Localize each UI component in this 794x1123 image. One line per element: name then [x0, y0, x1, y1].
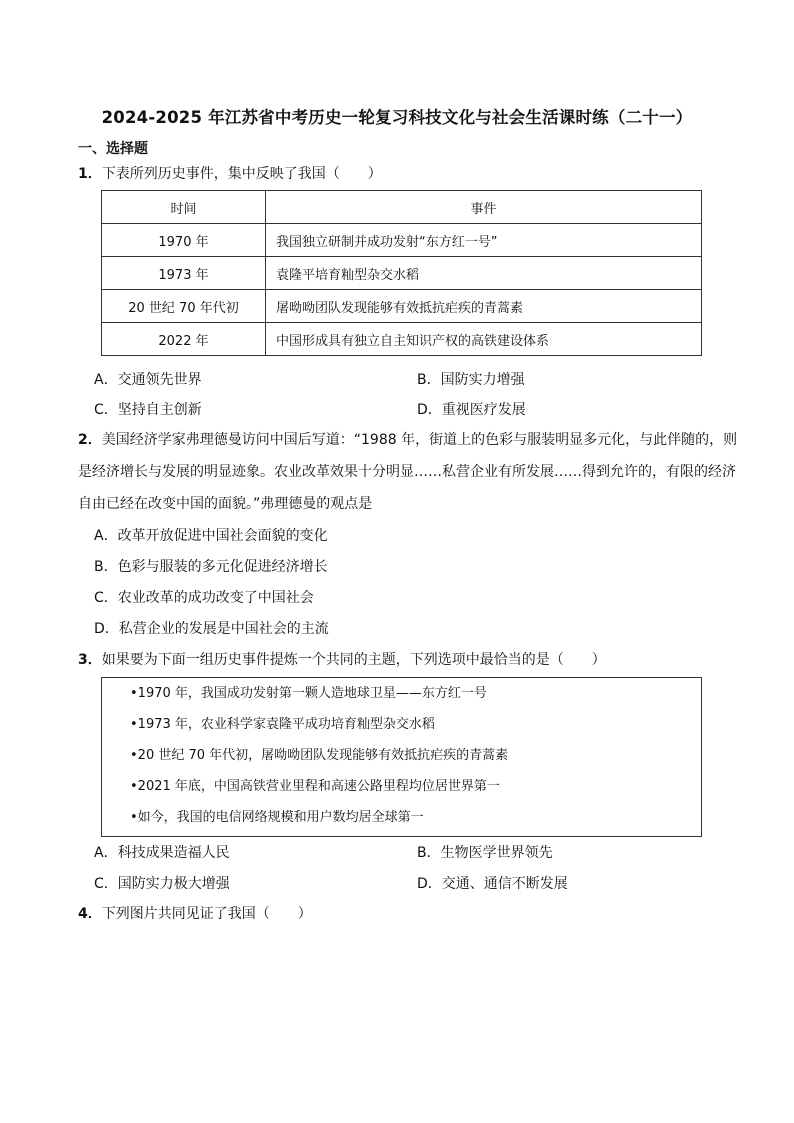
question-text: 下列图片共同见证了我国（ ） [101, 906, 312, 922]
option-b[interactable]: B．色彩与服装的多元化促进经济增长 [94, 559, 328, 575]
question-1-stem [78, 163, 382, 185]
table-row [102, 224, 702, 257]
table-cell-time: 20 世纪 70 年代初 [102, 290, 266, 323]
question-text: 美国经济学家弗理德曼访问中国后写道：“1988 年，街道上的色彩与服装明显多元化，与此伴随的，则是经济增长与发展的明显迹象。农业改革效果十分明显……私营企业有所发展……得到允许的，有限的经济自由已经在改变中国的面貌。”弗理德曼的观点是 [78, 432, 738, 512]
list-item: •2021 年底，中国高铁营业里程和高速公路里程均位居世界第一 [130, 779, 500, 794]
question-number: 3． [78, 652, 102, 668]
table-cell-time: 1970 年 [102, 224, 266, 257]
table-cell-event: 袁隆平培育籼型杂交水稻 [266, 257, 702, 290]
question-number: 2． [78, 432, 102, 448]
option-b[interactable]: B．国防实力增强 [417, 372, 525, 388]
list-item: •1970 年，我国成功发射第一颗人造地球卫星——东方红一号 [130, 686, 487, 701]
list-item: •如今，我国的电信网络规模和用户数均居全球第一 [130, 810, 424, 825]
section-heading: 一、选择题 [78, 141, 148, 157]
question-4-stem [78, 903, 312, 925]
list-item: •1973 年，农业科学家袁隆平成功培育籼型杂交水稻 [130, 717, 435, 732]
events-box [101, 677, 702, 837]
question-text: 下表所列历史事件，集中反映了我国（ ） [101, 166, 382, 182]
table-row [102, 257, 702, 290]
list-item: •20 世纪 70 年代初，屠呦呦团队发现能够有效抵抗疟疾的青蒿素 [130, 748, 509, 763]
table-header-row [102, 191, 702, 224]
option-a[interactable]: A．科技成果造福人民 [94, 845, 230, 861]
option-d[interactable]: D．私营企业的发展是中国社会的主流 [94, 621, 329, 637]
table-cell-event: 屠呦呦团队发现能够有效抵抗疟疾的青蒿素 [266, 290, 702, 323]
events-table [101, 190, 702, 356]
table-header-time: 时间 [102, 191, 266, 224]
option-d[interactable]: D．交通、通信不断发展 [417, 876, 568, 892]
question-text: 如果要为下面一组历史事件提炼一个共同的主题，下列选项中最恰当的是（ ） [101, 652, 606, 668]
table-cell-time: 1973 年 [102, 257, 266, 290]
page-title: 2024-2025 年江苏省中考历史一轮复习科技文化与社会生活课时练（二十一） [101, 108, 693, 127]
option-c[interactable]: C．国防实力极大增强 [94, 876, 230, 892]
table-cell-event: 中国形成具有独立自主知识产权的高铁建设体系 [266, 323, 702, 356]
option-b[interactable]: B．生物医学世界领先 [417, 845, 553, 861]
table-cell-event: 我国独立研制并成功发射“东方红一号” [266, 224, 702, 257]
option-d[interactable]: D．重视医疗发展 [417, 402, 526, 418]
question-number: 4． [78, 906, 102, 922]
option-c[interactable]: C．农业改革的成功改变了中国社会 [94, 590, 314, 606]
option-c[interactable]: C．坚持自主创新 [94, 402, 202, 418]
question-number: 1． [78, 166, 102, 182]
option-a[interactable]: A．改革开放促进中国社会面貌的变化 [94, 528, 328, 544]
question-3-stem [78, 649, 606, 671]
table-row [102, 323, 702, 356]
option-a[interactable]: A．交通领先世界 [94, 372, 202, 388]
question-2-stem [78, 424, 738, 520]
table-cell-time: 2022 年 [102, 323, 266, 356]
table-row [102, 290, 702, 323]
table-header-event: 事件 [266, 191, 702, 224]
